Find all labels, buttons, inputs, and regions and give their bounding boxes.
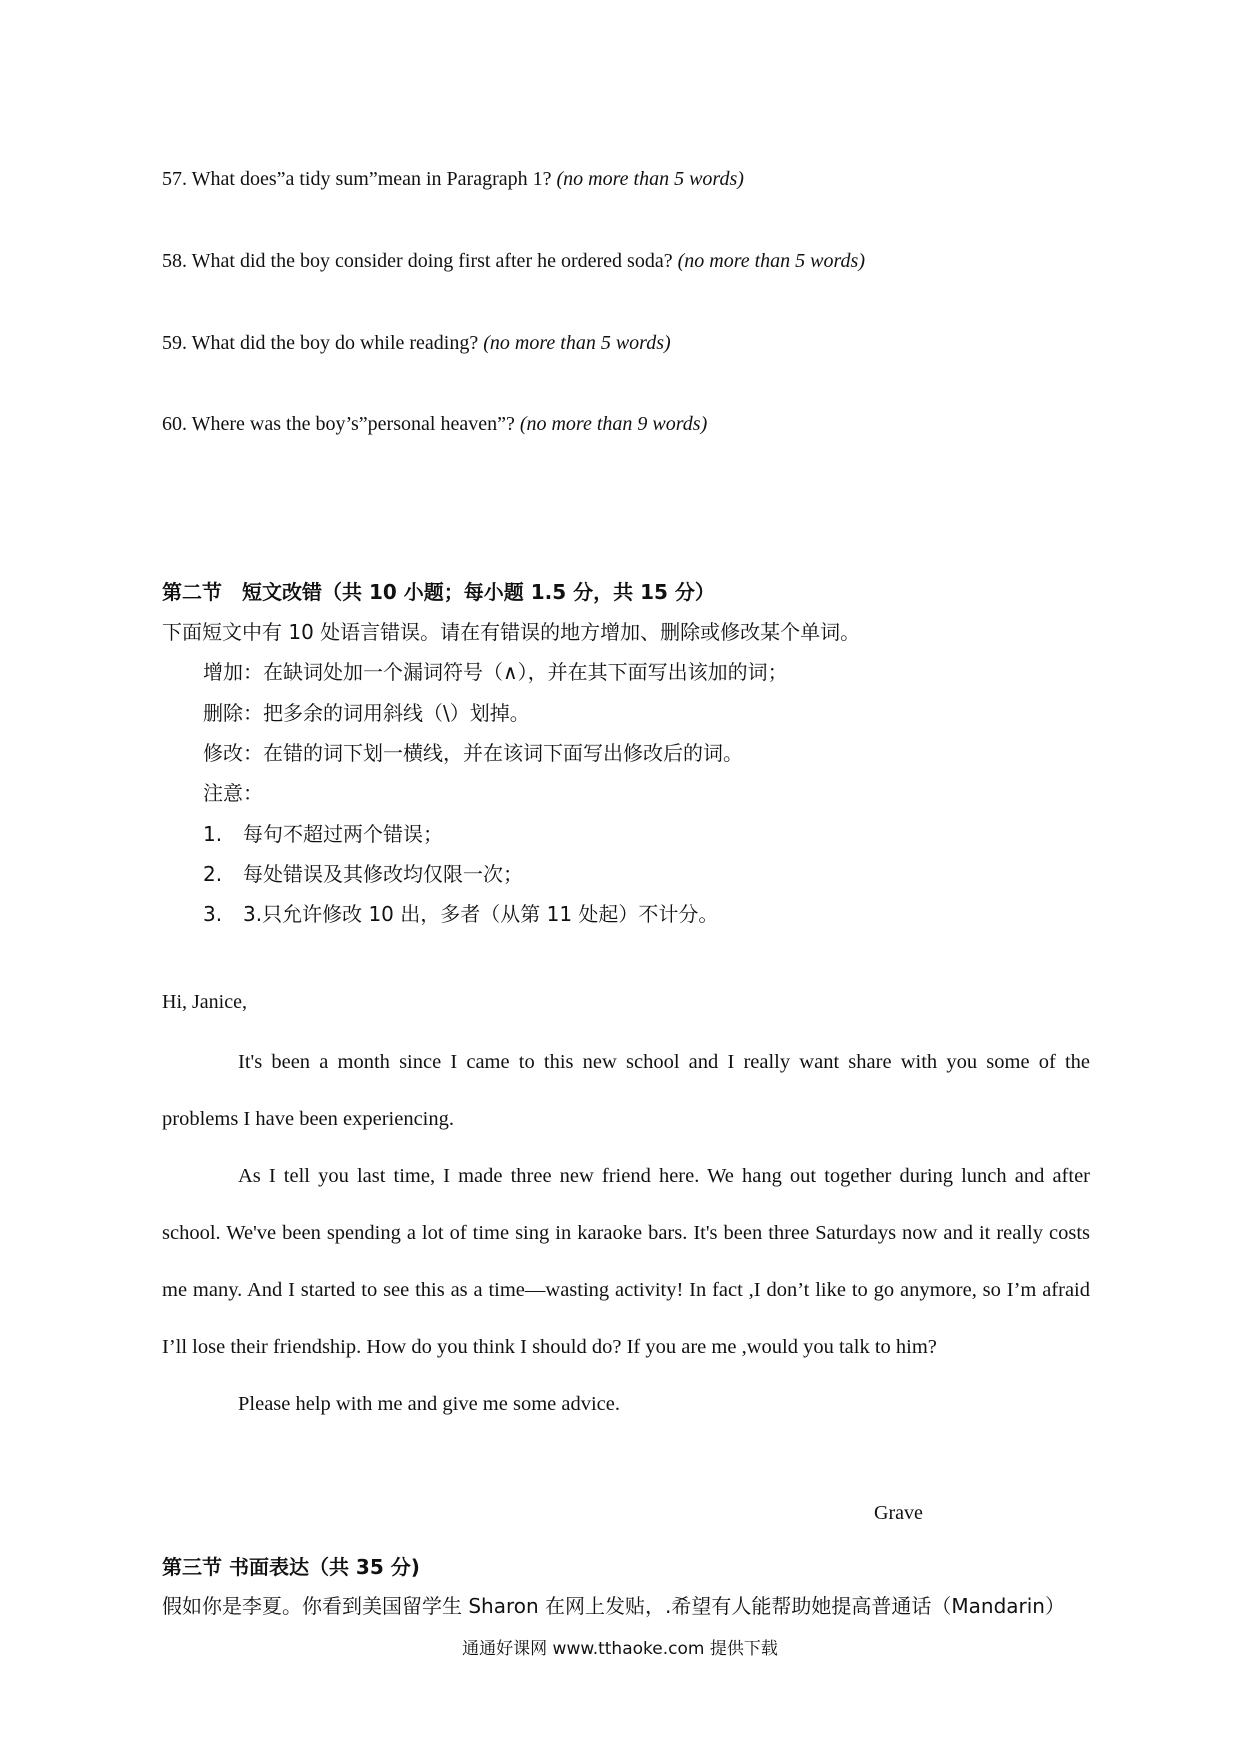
section3-text: 假如你是李夏。你看到美国留学生 Sharon 在网上发贴，.希望有人能帮助她提高普通话（Mandarin）: [162, 1594, 1065, 1618]
question-text: 57. What does”a tidy sum”mean in Paragraph 1?: [162, 168, 557, 190]
page-footer: 通通好课网 www.tthaoke.com 提供下载: [462, 1639, 778, 1659]
instruction-modify: 修改：在错的词下划一横线，并在该词下面写出修改后的词。: [203, 741, 743, 765]
question-60: [162, 413, 707, 436]
question-text: 59. What did the boy do while reading?: [162, 332, 484, 354]
rule-number: 1.: [203, 822, 223, 846]
rule-text: 3.只允许修改 10 出，多者（从第 11 处起）不计分。: [243, 902, 719, 926]
question-text: 60. Where was the boy’s”personal heaven”?: [162, 413, 520, 435]
rule-number: 3.: [203, 902, 223, 926]
rule-number: 2.: [203, 862, 223, 886]
section3-title: 第三节 书面表达（共 35 分): [162, 1555, 420, 1579]
instruction-delete: 删除：把多余的词用斜线（\）划掉。: [203, 701, 530, 725]
rule-text: 每处错误及其修改均仅限一次；: [243, 862, 523, 886]
letter-paragraph-3: Please help with me and give me some advice.: [238, 1393, 620, 1415]
letter-paragraph-1: It's been a month since I came to this new school and I really want share with you some of the problems I have been experiencing.: [162, 1051, 1090, 1130]
instruction-add: 增加：在缺词处加一个漏词符号（∧），并在其下面写出该加的词；: [203, 660, 788, 684]
rule-item: [203, 858, 523, 887]
question-57: [162, 168, 744, 191]
question-58: [162, 250, 865, 273]
rule-item: [203, 818, 443, 847]
question-hint: (no more than 5 words): [483, 332, 671, 354]
section2-title: 第二节 短文改错（共 10 小题；每小题 1.5 分，共 15 分）: [162, 580, 715, 604]
rule-text: 每句不超过两个错误；: [243, 822, 443, 846]
rule-item: [203, 898, 718, 927]
letter-signature: Grave: [874, 1502, 923, 1524]
section2-intro: 下面短文中有 10 处语言错误。请在有错误的地方增加、删除或修改某个单词。: [162, 620, 861, 644]
question-hint: (no more than 5 words): [677, 250, 865, 272]
letter-body: [162, 1034, 1090, 1433]
letter-greeting: Hi, Janice,: [162, 991, 247, 1013]
question-hint: (no more than 5 words): [556, 168, 744, 190]
note-label: 注意：: [203, 781, 263, 805]
letter-paragraph-2: As I tell you last time, I made three new friend here. We hang out together during lunch and after school. We've been spending a lot of time sing in karaoke bars. It's been three Saturdays now and it really costs me many. And I started to see this as a time—wasting activity! In fact ,I don’t like to go anymore, so I’m afraid I’ll lose their friendship. How do you think I should do? If you are me ,would you talk to him?: [162, 1165, 1090, 1358]
question-text: 58. What did the boy consider doing first after he ordered soda?: [162, 250, 678, 272]
question-hint: (no more than 9 words): [519, 413, 708, 435]
question-59: [162, 332, 671, 355]
